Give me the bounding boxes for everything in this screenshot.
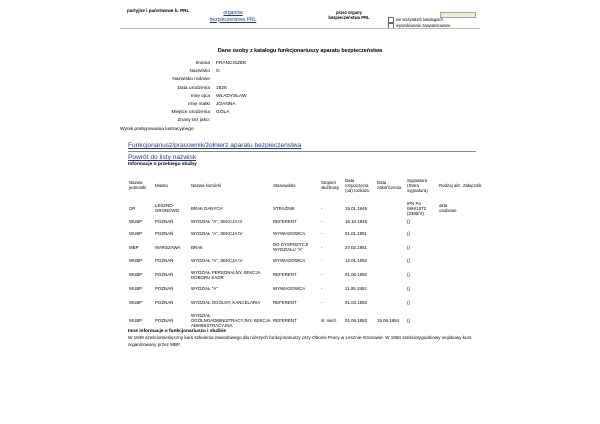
table-cell: 01.06.1952 xyxy=(345,272,367,277)
table-cell: WYDZIAŁ "A", SEKCJA IV xyxy=(191,258,243,264)
section-divider xyxy=(128,151,476,152)
person-row xyxy=(120,85,366,93)
column-header: Data zakończenia xyxy=(377,180,402,190)
field-value: GOLA xyxy=(216,110,230,116)
table-cell: - xyxy=(321,285,323,291)
table-cell: WUBP xyxy=(129,317,143,323)
table-cell: 27.02.1951 xyxy=(345,244,367,250)
table-cell: BRAK xyxy=(191,244,203,250)
option-all-catalogs-label: we wszystkich katalogach xyxy=(396,17,443,23)
person-row xyxy=(120,126,366,134)
table-cell xyxy=(462,228,486,240)
table-cell: 15.06.1954 xyxy=(377,317,399,323)
table-cell: POZNAŃ xyxy=(155,285,174,291)
table-cell xyxy=(438,310,462,330)
table-row xyxy=(128,216,486,228)
field-label: Miejsce urodzenia xyxy=(171,110,210,116)
other-info-text: W 1949 sześciomiesięczny kurs szkolenia zawodowego dla niższych funkcjonariuszy przy Obozie Pracy w Lesznie-Gronowie. W 1950 sześciotygodniowy wojskowy kurs organizowany przez MBP. xyxy=(128,335,472,347)
person-row xyxy=(120,68,366,76)
field-value: 1928 xyxy=(216,85,227,91)
table-cell: WUBP xyxy=(129,299,143,305)
search-form-label xyxy=(320,10,378,20)
table-cell: WYDZIAŁ OGÓLNOADMINISTRACYJNY, SEKCJA ADMINISTRACYJNA xyxy=(191,312,271,328)
table-cell xyxy=(462,267,486,283)
table-cell: () xyxy=(407,219,410,225)
table-row xyxy=(128,255,486,267)
table-row xyxy=(128,239,486,255)
table-cell: WYWIADOWCA xyxy=(273,230,306,236)
table-cell xyxy=(438,228,462,240)
table-cell: - xyxy=(321,299,323,305)
table-cell: POZNAŃ xyxy=(155,219,174,225)
option-all-catalogs[interactable] xyxy=(388,17,450,23)
table-row xyxy=(128,267,486,283)
table-cell: () xyxy=(407,258,410,264)
table-cell: 01.03.1953 xyxy=(345,299,367,305)
organ-catalog-link[interactable] xyxy=(200,10,266,23)
table-cell xyxy=(438,267,462,283)
table-cell: - xyxy=(321,244,323,250)
table-cell xyxy=(376,255,406,267)
table-cell: POZNAŃ xyxy=(155,258,174,264)
table-cell: 01.01.1951 xyxy=(345,230,367,236)
field-label: Znany też jako: xyxy=(177,118,210,124)
field-value: FRANCISZEK xyxy=(216,61,247,66)
field-label: Data urodzenia xyxy=(177,85,210,91)
table-cell: POZNAŃ xyxy=(155,299,174,305)
field-label: Imię matki xyxy=(188,102,210,108)
table-cell xyxy=(438,283,462,295)
table-cell: STRAŻNIK xyxy=(273,205,295,211)
field-value xyxy=(216,76,366,84)
table-cell: WARSZAWA xyxy=(155,244,181,250)
field-value xyxy=(216,117,366,125)
header-divider xyxy=(120,28,480,29)
table-cell: IPN Po 08H/1072 (2380/V) xyxy=(407,200,427,216)
table-cell: WYDZIAŁ "A", SEKCJA IV xyxy=(191,230,243,236)
table-cell: BRAK DANYCH xyxy=(191,205,223,211)
field-label: Nazwisko rodowe xyxy=(172,77,210,83)
table-cell xyxy=(462,255,486,267)
organ-link-line2[interactable]: bezpieczeństwa PRL xyxy=(209,16,257,23)
field-label: Imiona xyxy=(195,61,210,66)
column-header: Nazwa jednostki xyxy=(129,180,147,190)
table-cell: OP xyxy=(129,205,136,211)
table-cell: WYDZIAŁ OGÓLNY, KANCELARIA xyxy=(191,299,261,305)
table-cell: - xyxy=(321,230,323,236)
table-row xyxy=(128,294,486,310)
table-cell: POZNAŃ xyxy=(155,230,174,236)
person-row xyxy=(120,109,366,117)
option-advanced-label: wyszukiwanie zaawansowane xyxy=(396,23,451,29)
search-label-line1: przez organy xyxy=(336,10,362,15)
table-cell: 01.06.1953 xyxy=(345,317,367,323)
table-cell: WYDZIAŁ "A", SEKCJA III xyxy=(191,219,242,225)
person-row xyxy=(120,60,366,68)
table-cell: st. sierż. xyxy=(321,317,338,323)
table-cell xyxy=(376,283,406,295)
column-header: Załącznik xyxy=(463,182,482,188)
table-cell xyxy=(462,200,486,216)
table-cell xyxy=(376,239,406,255)
field-label: Wynik postępowania lustracyjnego xyxy=(120,126,194,132)
column-header: Miasto xyxy=(155,182,168,188)
field-value: WŁADYSŁAW xyxy=(216,93,247,99)
table-cell: WYWIADOWCA xyxy=(273,285,306,291)
table-row xyxy=(128,200,486,216)
table-cell: () xyxy=(407,230,410,236)
person-details xyxy=(120,60,366,134)
table-cell xyxy=(462,294,486,310)
field-value xyxy=(194,126,344,134)
table-cell: - xyxy=(321,258,323,264)
table-cell xyxy=(438,216,462,228)
table-cell: WUBP xyxy=(129,230,143,236)
table-cell xyxy=(376,200,406,216)
table-cell: 15.10.1949 xyxy=(345,219,367,225)
table-cell: () xyxy=(407,244,410,250)
table-cell: WUBP xyxy=(129,258,143,264)
table-row xyxy=(128,310,486,330)
table-cell xyxy=(376,267,406,283)
table-cell: () xyxy=(407,285,410,291)
service-subheading: Informacje o przebiegu służby xyxy=(128,162,197,167)
table-cell: REFERENT xyxy=(273,219,297,225)
table-cell: WUBP xyxy=(129,272,143,277)
organ-link-line1[interactable]: organów xyxy=(223,10,243,16)
field-label: Nazwisko xyxy=(189,69,210,75)
table-cell xyxy=(438,294,462,310)
page-title: Dane osoby z katalogu funkcjonariuszy aparatu bezpieczeństwa xyxy=(217,48,383,54)
table-cell: REFERENT xyxy=(273,299,297,305)
table-cell: WUBP xyxy=(129,285,143,291)
table-cell: 15.01.1949 xyxy=(345,205,367,211)
table-cell xyxy=(462,239,486,255)
table-cell: WYDZIAŁ PERSONALNY, SEKCJA DOBORU KADR xyxy=(191,269,261,280)
table-cell: () xyxy=(407,272,410,277)
table-cell: - xyxy=(321,205,323,211)
person-row xyxy=(120,117,366,125)
table-cell xyxy=(376,228,406,240)
table-cell: akta osobowe xyxy=(439,203,457,213)
table-cell xyxy=(462,216,486,228)
table-cell xyxy=(376,294,406,310)
service-table xyxy=(128,170,486,330)
table-cell: - xyxy=(321,219,323,225)
other-info-heading: Inne informacje o funkcjonariuszu i służbie xyxy=(128,329,227,334)
table-cell: LESZNO-GRONOWO xyxy=(155,203,180,213)
table-cell: WYWIADOWCA xyxy=(273,258,306,264)
field-value: G xyxy=(216,69,220,75)
table-cell: () xyxy=(407,317,410,323)
table-cell: WYDZIAŁ "A" xyxy=(191,285,218,291)
header-left-text: partyjne i państwowe b. PRL xyxy=(127,8,190,13)
table-row xyxy=(128,283,486,295)
table-header-row xyxy=(128,170,486,200)
table-cell xyxy=(438,239,462,255)
field-value: JOANNA xyxy=(216,102,236,108)
table-cell xyxy=(438,255,462,267)
field-label: Imię ojca xyxy=(190,93,210,99)
table-cell: POZNAŃ xyxy=(155,317,174,323)
table-cell: 12.01.1952 xyxy=(345,258,367,264)
column-header: Rodzaj akt. xyxy=(439,182,461,188)
section-heading: Funkcjonariusz/pracownik/żołnierz aparatu bezpieczeństwa xyxy=(128,142,302,149)
table-cell: POZNAŃ xyxy=(155,272,174,277)
table-cell: MBP xyxy=(129,244,139,250)
column-header: Sygnatura (Stara sygnatura) xyxy=(407,177,428,193)
person-row xyxy=(120,93,366,101)
person-row xyxy=(120,101,366,109)
search-label-line2: bezpieczeństwa PRL xyxy=(328,15,370,20)
table-cell: 11.06.1952 xyxy=(345,285,367,291)
table-row xyxy=(128,228,486,240)
table-cell: REFERENT xyxy=(273,272,297,277)
column-header: Nazwa komórki xyxy=(191,182,222,188)
table-cell: - xyxy=(321,272,323,277)
table-cell: REFERENT xyxy=(273,317,297,323)
table-cell: DO DYSPOZYCJI WYDZIAŁU "A" xyxy=(273,242,309,252)
person-row xyxy=(120,76,366,84)
table-cell xyxy=(462,310,486,330)
table-cell: () xyxy=(407,299,410,305)
back-to-list-link[interactable]: Powrót do listy nazwisk xyxy=(128,154,197,161)
column-header: Data rozpoczęcia (od) rozkazu xyxy=(345,177,370,193)
table-cell xyxy=(376,216,406,228)
table-cell: WUBP xyxy=(129,219,143,225)
table-cell xyxy=(462,283,486,295)
column-header: Stanowisko xyxy=(273,182,296,188)
column-header: Stopień służbowy xyxy=(321,180,340,190)
